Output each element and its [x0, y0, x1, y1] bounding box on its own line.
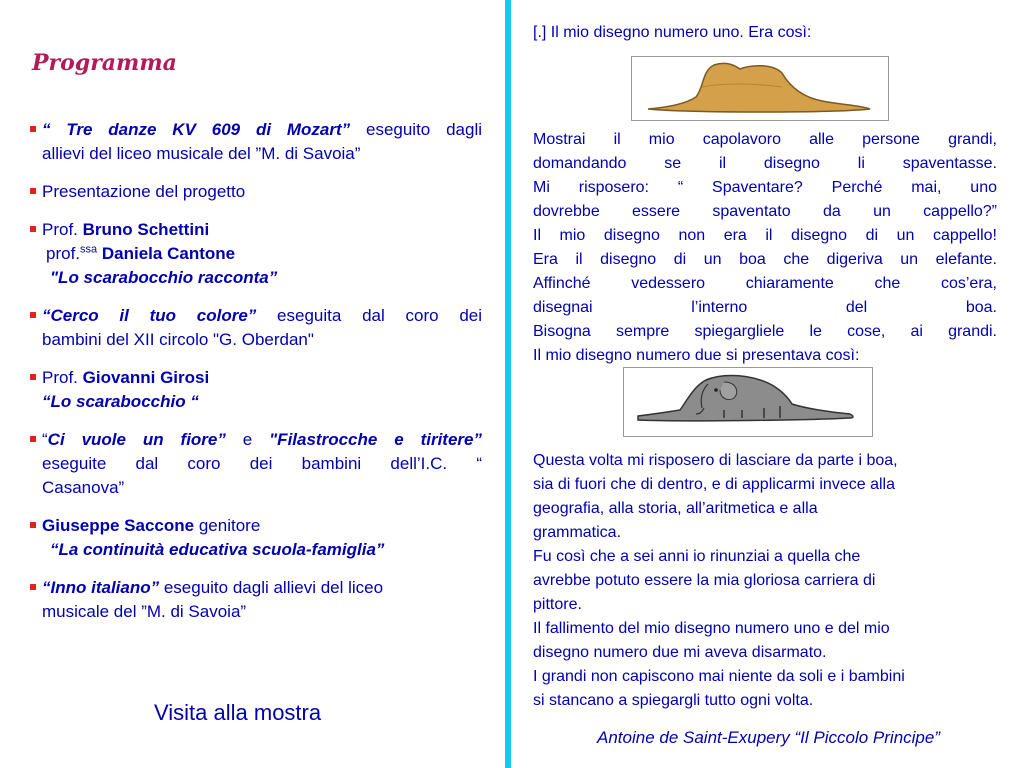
paragraph-line: pittore. — [533, 596, 582, 613]
program-item-inno — [30, 576, 482, 624]
bullet-icon — [30, 188, 36, 194]
speaker-name: Bruno Schettini — [82, 220, 210, 239]
bullet-icon — [30, 126, 36, 132]
speaker-name: Giovanni Girosi — [82, 368, 210, 387]
paragraph-line: Mostrai il mio capolavoro alle persone grandi, — [533, 131, 997, 148]
item-quote: “ — [42, 430, 48, 449]
program-item-colore — [30, 304, 482, 352]
item-title: “ Tre danze KV 609 di Mozart” — [42, 120, 351, 139]
left-panel — [0, 0, 505, 768]
hat-drawing-image — [631, 56, 889, 121]
speaker-name: Daniela Cantone — [101, 244, 236, 263]
paragraph-line: Il mio disegno numero due si presentava così: — [533, 347, 860, 364]
item-text-line2: musicale del ”M. di Savoia” — [42, 602, 247, 621]
paragraph-line: Fu così che a sei anni io rinunziai a quella che — [533, 548, 861, 565]
program-item-fiore — [30, 428, 482, 500]
item-title: “Inno italiano” — [42, 578, 160, 597]
paragraph-two — [533, 449, 997, 713]
item-prefix: Prof. — [42, 220, 83, 239]
item-text: Presentazione del progetto — [42, 182, 246, 201]
program-item-presentazione — [30, 180, 482, 204]
item-text-line2: bambini del XII circolo "G. Oberdan" — [42, 330, 314, 349]
speaker-name: Giuseppe Saccone — [42, 516, 195, 535]
paragraph-line: si stancano a spiegargli tutto ogni volta. — [533, 692, 814, 709]
item-text-line2: eseguite dal coro dei bambini dell’I.C. “ — [42, 454, 482, 473]
bullet-icon — [30, 226, 36, 232]
right-panel — [511, 0, 1024, 768]
paragraph-line: Questa volta mi risposero di lasciare da parte i boa, — [533, 452, 898, 469]
citation-quote: Antoine de Saint-Exupery “Il Piccolo Principe” — [597, 728, 940, 747]
bullet-icon — [30, 436, 36, 442]
paragraph-line: Affinché vedessero chiaramente che cos’era, — [533, 275, 997, 292]
paragraph-line: Era il disegno di un boa che digeriva un elefante. — [533, 251, 997, 268]
item-prefix: Prof. — [42, 368, 83, 387]
hat-drawing-icon — [632, 57, 888, 120]
item-prefix: prof. — [46, 244, 81, 263]
talk-title: “Lo scarabocchio “ — [42, 392, 199, 411]
paragraph-line: Mi risposero: “ Spaventare? Perché mai, uno — [533, 179, 997, 196]
bullet-icon — [30, 522, 36, 528]
item-title: “Cerco il tuo colore” — [42, 306, 257, 325]
paragraph-one — [533, 128, 997, 368]
paragraph-line: disegno numero due mi aveva disarmato. — [533, 644, 827, 661]
paragraph-line: grammatica. — [533, 524, 622, 541]
drawing-one-intro: [.] Il mio disegno numero uno. Era così: — [533, 24, 812, 41]
program-list — [30, 118, 482, 638]
program-item-girosi — [30, 366, 482, 414]
item-text: eseguito dagli — [350, 120, 482, 139]
item-text-line3: Casanova” — [42, 478, 125, 497]
paragraph-line: domandando se il disegno li spaventasse. — [533, 155, 997, 172]
program-item-schettini — [30, 218, 482, 290]
bullet-icon — [30, 312, 36, 318]
paragraph-line: I grandi non capiscono mai niente da soli e i bambini — [533, 668, 905, 685]
paragraph-line: Il fallimento del mio disegno numero uno e del mio — [533, 620, 890, 637]
paragraph-line: avrebbe potuto essere la mia gloriosa carriera di — [533, 572, 876, 589]
paragraph-line: Bisogna sempre spiegargliele le cose, ai grandi. — [533, 323, 997, 340]
bullet-icon — [30, 374, 36, 380]
item-sup: ssa — [80, 243, 98, 256]
bullet-icon — [30, 584, 36, 590]
paragraph-line: sia di fuori che di dentro, e di applicarmi invece alla — [533, 476, 895, 493]
talk-title: "Lo scarabocchio racconta” — [50, 268, 278, 287]
talk-title: “La continuità educativa scuola-famiglia” — [50, 540, 385, 559]
visit-exhibition-text: Visita alla mostra — [154, 700, 322, 725]
paragraph-line: geografia, alla storia, all’aritmetica e alla — [533, 500, 818, 517]
elephant-boa-drawing-image — [623, 367, 873, 437]
item-text: eseguita dal coro dei — [256, 306, 483, 325]
elephant-in-boa-icon — [624, 368, 872, 436]
program-item-saccone — [30, 514, 482, 562]
program-title: Programma — [32, 50, 177, 76]
paragraph-line: dovrebbe essere spaventato da un cappello?” — [533, 203, 997, 220]
item-text: e — [225, 430, 270, 449]
speaker-role: genitore — [194, 516, 261, 535]
item-title-2: "Filastrocche e tiritere” — [269, 430, 482, 449]
item-text: eseguito dagli allievi del liceo — [159, 578, 384, 597]
item-text-line2: allievi del liceo musicale del ”M. di Savoia” — [42, 144, 361, 163]
program-item-mozart — [30, 118, 482, 166]
item-title: Ci vuole un fiore” — [47, 430, 226, 449]
paragraph-line: disegnai l’interno del boa. — [533, 299, 997, 316]
paragraph-line: Il mio disegno non era il disegno di un cappello! — [533, 227, 997, 244]
